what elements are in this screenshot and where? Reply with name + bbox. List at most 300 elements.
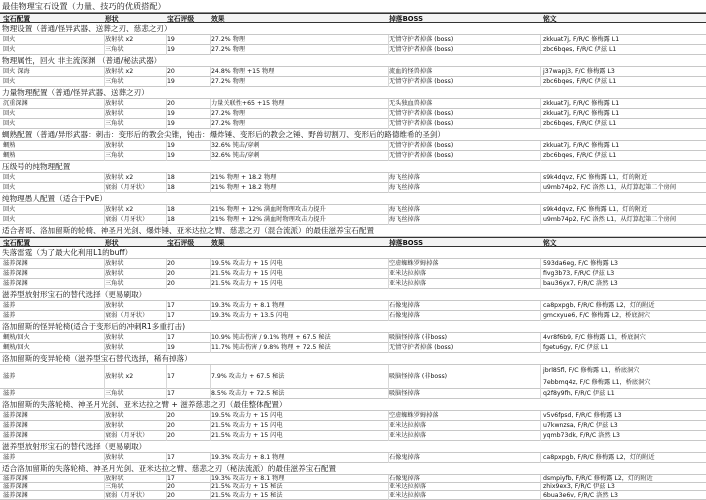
drop-boss-cell: 亚米达拉掉落 [389,270,427,277]
shape-cell: 三角状 [105,280,124,287]
column-divider [166,301,167,311]
effect-cell: 24.8% 物理 +15 物理 [211,68,275,75]
drop-boss-cell: 无头独血兽掉落 [389,100,433,107]
column-divider [104,77,105,87]
column-divider [540,119,541,129]
column-divider [210,333,211,343]
column-divider [210,483,211,491]
gem-level-cell: 20 [167,412,175,419]
shape-cell: 衰弱（月牙状） [105,312,149,319]
column-divider [210,183,211,193]
section-title [0,23,706,35]
table-header-row [0,237,706,247]
effect-cell: 10.9% 钝击伤害 / 9.1% 物理 + 67.5 秘法 [211,334,331,341]
effect-cell: 7.9% 攻击力 + 67.5 秘法 [211,373,285,380]
column-divider [210,77,211,87]
shape-cell: 放射状 [105,302,124,309]
column-divider [388,173,389,183]
gem-config-cell: 滋养 [3,390,16,397]
table-row [0,259,706,269]
shape-cell: 放射状 x2 [105,206,134,213]
column-divider [210,311,211,321]
gem-level-cell: 20 [167,280,175,287]
column-divider [540,259,541,269]
effect-cell: 27.2% 物理 [211,78,245,85]
column-divider [388,183,389,193]
column-divider [210,35,211,45]
column-divider [210,45,211,55]
inscription-cell: 6bua3e6v, F/R/C 洛然 L3 [543,492,618,499]
column-divider [388,269,389,279]
gem-level-cell: 19 [167,110,175,117]
section-title-text: 滋养型放射形宝石的替代选择（更易刷取） [2,290,147,299]
gem-config-cell: 滋养深渊 [3,260,28,267]
gem-level-cell: 17 [167,475,175,482]
section-title-text: 适合者哥、洛加留斯的轮椅、神圣月光剑、爆炸锤、亚米达拉之臂、慈悲之刃（混合流派）的最佳滋养宝石配置 [2,226,375,235]
column-divider [166,35,167,45]
column-divider [210,343,211,353]
inscription-cell: q2f8y9fh, F/R/C 伊兹 L1 [543,390,615,397]
section-title [0,463,706,475]
column-header-level: 宝石评级 [167,239,195,247]
inscription-cell: yqmb73dk, F/R/C 洛然 L3 [543,432,620,439]
column-divider [540,279,541,289]
effect-cell: 21.5% 攻击力 + 15 闪电 [211,432,283,439]
gem-config-cell: 蜩熟/回火 [3,334,30,341]
page-title [0,0,706,13]
column-divider [104,67,105,77]
column-divider [210,141,211,151]
section-title [0,321,706,333]
drop-boss-cell: 石像鬼掉落 [389,302,420,309]
column-divider [388,365,389,389]
shape-cell: 三角状 [105,390,124,397]
gem-config-cell: 回火 深海 [3,68,30,75]
column-divider [166,173,167,183]
column-divider [540,109,541,119]
column-divider [540,77,541,87]
effect-cell: 21.5% 攻击力 + 15 秘法 [211,483,283,490]
gem-level-cell: 18 [167,174,175,181]
section-title [0,441,706,453]
gem-level-cell: 19 [167,78,175,85]
column-divider [104,421,105,431]
shape-cell: 三角状 [105,152,124,159]
column-divider [540,183,541,193]
column-divider [166,389,167,399]
drop-boss-cell: 石像鬼掉落 [389,312,420,319]
gem-config-cell: 滋养深渊 [3,492,28,499]
table-row [0,205,706,215]
gem-config-cell: 滋养深渊 [3,270,28,277]
column-divider [540,453,541,463]
gem-level-cell: 20 [167,68,175,75]
column-divider [388,311,389,321]
gem-config-cell: 回火 [3,78,16,85]
column-divider [104,431,105,441]
drop-boss-cell: 无情守护者掉落 (boss) [389,344,454,351]
effect-cell: 19.5% 攻击力 + 15 闪电 [211,412,283,419]
column-divider [210,365,211,389]
column-divider [166,141,167,151]
effect-cell: 27.2% 物理 [211,36,245,43]
column-divider [540,99,541,109]
column-divider [210,431,211,441]
table-row [0,77,706,87]
effect-cell: 27.2% 物理 [211,120,245,127]
column-divider [104,269,105,279]
table-row [0,141,706,151]
column-divider [210,411,211,421]
column-divider [388,259,389,269]
shape-cell: 衰弱（月牙状） [105,432,149,439]
column-divider [388,67,389,77]
column-divider [104,45,105,55]
gem-level-cell: 19 [167,120,175,127]
table-row [0,343,706,353]
gem-config-cell: 滋养深渊 [3,412,28,419]
inscription-cell: j37wapj3, F/C 修梅露 L3 [543,68,615,75]
table-row [0,301,706,311]
column-divider [166,453,167,463]
gem-config-cell: 滋养 [3,454,16,461]
effect-cell: 19.3% 攻击力 + 8.1 物理 [211,454,285,461]
table-row [0,491,706,500]
column-divider [210,269,211,279]
page-title-text: 最佳物理宝石设置（力量、技巧的优质搭配） [2,1,166,11]
column-divider [540,431,541,441]
column-divider [540,173,541,183]
shape-cell: 三角状 [105,120,124,127]
table-row [0,269,706,279]
column-divider [166,45,167,55]
shape-cell: 放射状 [105,110,124,117]
drop-boss-cell: 无情守护者掉落 (boss) [389,46,454,53]
column-divider [540,343,541,353]
drop-boss-cell: 空虚蜘蛛罗姆掉落 [389,260,439,267]
column-divider [540,205,541,215]
section-title [0,193,706,205]
effect-cell: 27.2% 物理 [211,110,245,117]
table-row [0,67,706,77]
column-header-level: 宝石评级 [167,15,195,23]
table-row [0,45,706,55]
drop-boss-cell: 亚米达拉掉落 [389,483,427,490]
gem-level-cell: 17 [167,302,175,309]
shape-cell: 衰弱（月牙状） [105,184,149,191]
column-divider [540,411,541,421]
inscription-cell: s9k4dqvz, F/C 修梅露 L1，灯的附近 [543,174,648,181]
column-divider [388,35,389,45]
gem-level-cell: 20 [167,270,175,277]
shape-cell: 放射状 x2 [105,68,134,75]
shape-cell: 三角状 [105,46,124,53]
column-divider [210,109,211,119]
table-row [0,99,706,109]
section-title-text: 压级号的纯物理配置 [2,162,71,171]
column-divider [104,343,105,353]
table-row [0,421,706,431]
column-divider [166,109,167,119]
inscription-cell: u9mb74p2, F/C 洛然 L1，从灯算起第二个房间 [543,216,677,223]
shape-cell: 衰弱（月牙状） [105,492,149,499]
inscription-cell: zbc6bqes, F/R/C 伊兹 L1 [543,152,617,159]
inscription-cell: zbc6bqes, F/R/C 伊兹 L1 [543,46,617,53]
gem-config-cell: 回火 [3,216,16,223]
column-divider [540,67,541,77]
drop-boss-cell: 亚米达拉掉落 [389,492,427,499]
column-divider [540,311,541,321]
section-title-text: 纯物理愚人配置（适合于PvE） [2,194,107,203]
gem-level-cell: 20 [167,260,175,267]
gem-config-cell: 滋养 [3,312,16,319]
effect-cell: 力量关联性+65 +15 物理 [211,100,285,107]
column-divider [166,205,167,215]
gem-level-cell: 20 [167,483,175,490]
column-divider [388,453,389,463]
inscription-cell: zhix9ex3, F/R/C 伊兹 L3 [543,483,615,490]
table-row [0,173,706,183]
table-row [0,333,706,343]
column-divider [166,343,167,353]
column-divider [104,301,105,311]
column-header-inscription: 铭文 [543,239,557,247]
shape-cell: 放射状 [105,454,124,461]
drop-boss-cell: 海飞丝掉落 [389,216,420,223]
inscription-cell: fivg3b73, F/R/C 伊兹 L3 [543,270,615,277]
gem-level-cell: 20 [167,432,175,439]
gem-level-cell: 19 [167,36,175,43]
column-divider [210,99,211,109]
column-divider [210,453,211,463]
column-divider [388,421,389,431]
drop-boss-cell: 石像鬼掉落 [389,454,420,461]
gem-level-cell: 19 [167,344,175,351]
column-divider [388,45,389,55]
column-divider [210,151,211,161]
column-divider [388,151,389,161]
inscription-cell: ca8pxpgb, F/R/C 修梅露 L2，灯的附近 [543,454,655,461]
column-divider [210,173,211,183]
column-divider [388,491,389,500]
gem-config-cell: 蜩熟 [3,152,16,159]
column-divider [104,411,105,421]
gem-config-cell: 回火 [3,174,16,181]
column-divider [540,141,541,151]
gem-config-cell: 沉重深渊 [3,100,28,107]
gem-config-cell: 回火 [3,46,16,53]
inscription-cell: 4vr8f6b9, F/C 修梅露 L1，桥底洞穴 [543,334,646,341]
gem-config-cell: 蜩熟 [3,142,16,149]
column-divider [210,475,211,483]
shape-cell: 三角状 [105,483,124,490]
column-divider [210,67,211,77]
column-divider [210,205,211,215]
column-divider [166,99,167,109]
column-divider [166,215,167,225]
section-title [0,87,706,99]
gem-config-cell: 回火 [3,206,16,213]
effect-cell: 27.2% 物理 [211,46,245,53]
section-title-text: 洛加留斯的失落轮椅、神圣月光剑、亚米达拉之臂 + 滋养慈悲之刃（最佳整体配置） [2,400,287,409]
column-divider [540,215,541,225]
inscription-cell: zkkuat7j, F/R/C 修梅露 L1 [543,142,620,149]
effect-cell: 21.5% 攻击力 + 15 闪电 [211,422,283,429]
drop-boss-cell: 无情守护者掉落 (boss) [389,120,454,127]
column-divider [210,279,211,289]
column-divider [104,119,105,129]
section-title-text: 洛加留斯的变异轮椅（滋养型宝石替代选择，稀有掉落） [2,354,192,363]
column-divider [388,301,389,311]
column-divider [104,365,105,389]
column-divider [166,279,167,289]
column-divider [104,491,105,500]
drop-boss-cell: 亚米达拉掉落 [389,432,427,439]
column-header-effect: 效果 [211,239,225,247]
drop-boss-cell: 无情守护者掉落 (boss) [389,36,454,43]
shape-cell: 放射状 [105,334,124,341]
section-title-text: 物理属性，回火 非主流深渊 （普通/秘法武器） [2,56,162,65]
inscription-cell: u7kwnzsa, F/R/C 伊兹 L3 [543,422,618,429]
shape-cell: 衰弱（月牙状） [105,216,149,223]
column-header-inscription: 铭文 [543,15,557,23]
drop-boss-cell: 无情守护者掉落 (boss) [389,142,454,149]
column-divider [388,483,389,491]
gem-level-cell: 18 [167,216,175,223]
column-divider [388,205,389,215]
column-divider [388,389,389,399]
inscription-cell: 593da6eg, F/C 修梅露 L3 [543,260,618,267]
column-divider [166,67,167,77]
column-divider [104,483,105,491]
gem-level-cell: 18 [167,206,175,213]
table-row [0,431,706,441]
table-row [0,109,706,119]
gem-config-cell: 回火 [3,36,16,43]
gem-config-cell: 滋养深渊 [3,422,28,429]
table-row [0,389,706,399]
drop-boss-cell: 流血的怪兽掉落 [389,68,433,75]
inscription-cell: s9k4dqvz, F/C 修梅露 L1，灯的附近 [543,206,648,213]
column-divider [388,343,389,353]
column-divider [210,301,211,311]
column-divider [388,119,389,129]
inscription-cell: dsmpiyfb, F/R/C 修梅露 L2，灯的附近 [543,475,653,482]
table-row [0,35,706,45]
column-divider [104,151,105,161]
effect-cell: 21% 物理 + 12% 满血时物理攻击力提升 [211,206,326,213]
drop-boss-cell: 石像鬼掉落 [389,475,420,482]
shape-cell: 放射状 x2 [105,373,134,380]
column-divider [104,141,105,151]
column-divider [210,119,211,129]
column-divider [104,183,105,193]
inscription-cell: zbc6bqes, F/R/C 伊兹 L1 [543,78,617,85]
column-divider [104,333,105,343]
column-divider [388,475,389,483]
gem-level-cell: 17 [167,312,175,319]
column-divider [540,365,541,389]
column-header-name: 宝石配置 [3,15,31,23]
section-title-text: 适合洛加留斯的失落轮椅、神圣月光剑、亚米达拉之臂、慈悲之刃（秘法流派）的最佳滋养宝石配置 [2,464,337,473]
table-row [0,475,706,483]
section-title [0,55,706,67]
column-header-shape: 形状 [105,15,119,23]
column-divider [166,475,167,483]
inscription-cell: jbrl85fl, F/C 修梅露 L1，桥底洞穴 7ebbmq4z, F/C 修梅露 L1，桥底洞穴 [543,367,651,386]
table-header-row [0,13,706,23]
column-divider [388,279,389,289]
column-divider [210,421,211,431]
shape-cell: 放射状 [105,344,124,351]
shape-cell: 放射状 [105,422,124,429]
column-divider [166,151,167,161]
section-title [0,353,706,365]
drop-boss-cell: 海飞丝掉落 [389,206,420,213]
gem-config-cell: 回火 [3,110,16,117]
shape-cell: 放射状 [105,270,124,277]
column-divider [388,99,389,109]
shape-cell: 三角状 [105,78,124,85]
gem-level-cell: 19 [167,46,175,53]
inscription-cell: ca8pxpgb, F/R/C 修梅露 L2，灯的附近 [543,302,655,309]
column-divider [210,259,211,269]
section-title [0,129,706,141]
table-row [0,279,706,289]
effect-cell: 19.5% 攻击力 + 15 闪电 [211,260,283,267]
table-row [0,311,706,321]
inscription-cell: u9mb74p2, F/C 洛然 L1，从灯算起第二个房间 [543,184,677,191]
table-row [0,119,706,129]
section-title-text: 蜩熟配置（普通/异形武器：刺击：变形后的教会尖锥，钝击：爆炸锤、变形后的教会之锤、野兽切割刀、变形后的路德维希的圣剑） [2,130,445,139]
effect-cell: 11.7% 钝击伤害 / 9.8% 物理 + 72.5 秘法 [211,344,331,351]
column-header-name: 宝石配置 [3,239,31,247]
shape-cell: 放射状 [105,260,124,267]
column-header-drop: 掉落BOSS [389,239,424,247]
gem-config-cell: 滋养深渊 [3,483,28,490]
column-divider [166,119,167,129]
column-divider [388,333,389,343]
column-divider [166,183,167,193]
column-divider [104,259,105,269]
column-divider [540,389,541,399]
drop-boss-cell: 吸脑怪掉落 (非boss) [389,373,448,380]
drop-boss-cell: 无情守护者掉落 (boss) [389,78,454,85]
gem-config-cell: 滋养深渊 [3,280,28,287]
column-divider [166,77,167,87]
section-title [0,247,706,259]
column-divider [166,411,167,421]
column-header-effect: 效果 [211,15,225,23]
section-title [0,225,706,237]
section-title [0,161,706,173]
table-row [0,483,706,491]
column-header-shape: 形状 [105,239,119,247]
gem-config-cell: 回火 [3,184,16,191]
effect-cell: 21.5% 攻击力 + 15 闪电 [211,270,283,277]
shape-cell: 放射状 [105,100,124,107]
table-row [0,411,706,421]
effect-cell: 32.6% 钝击/穿刺 [211,142,260,149]
section-title-text: 失落雷霆（为了最大化利用L1的buff） [2,248,133,257]
column-divider [104,475,105,483]
drop-boss-cell: 海飞丝掉落 [389,184,420,191]
drop-boss-cell: 无情守护者掉落 (boss) [389,110,454,117]
column-divider [104,311,105,321]
column-divider [104,35,105,45]
column-divider [540,35,541,45]
section-title [0,289,706,301]
